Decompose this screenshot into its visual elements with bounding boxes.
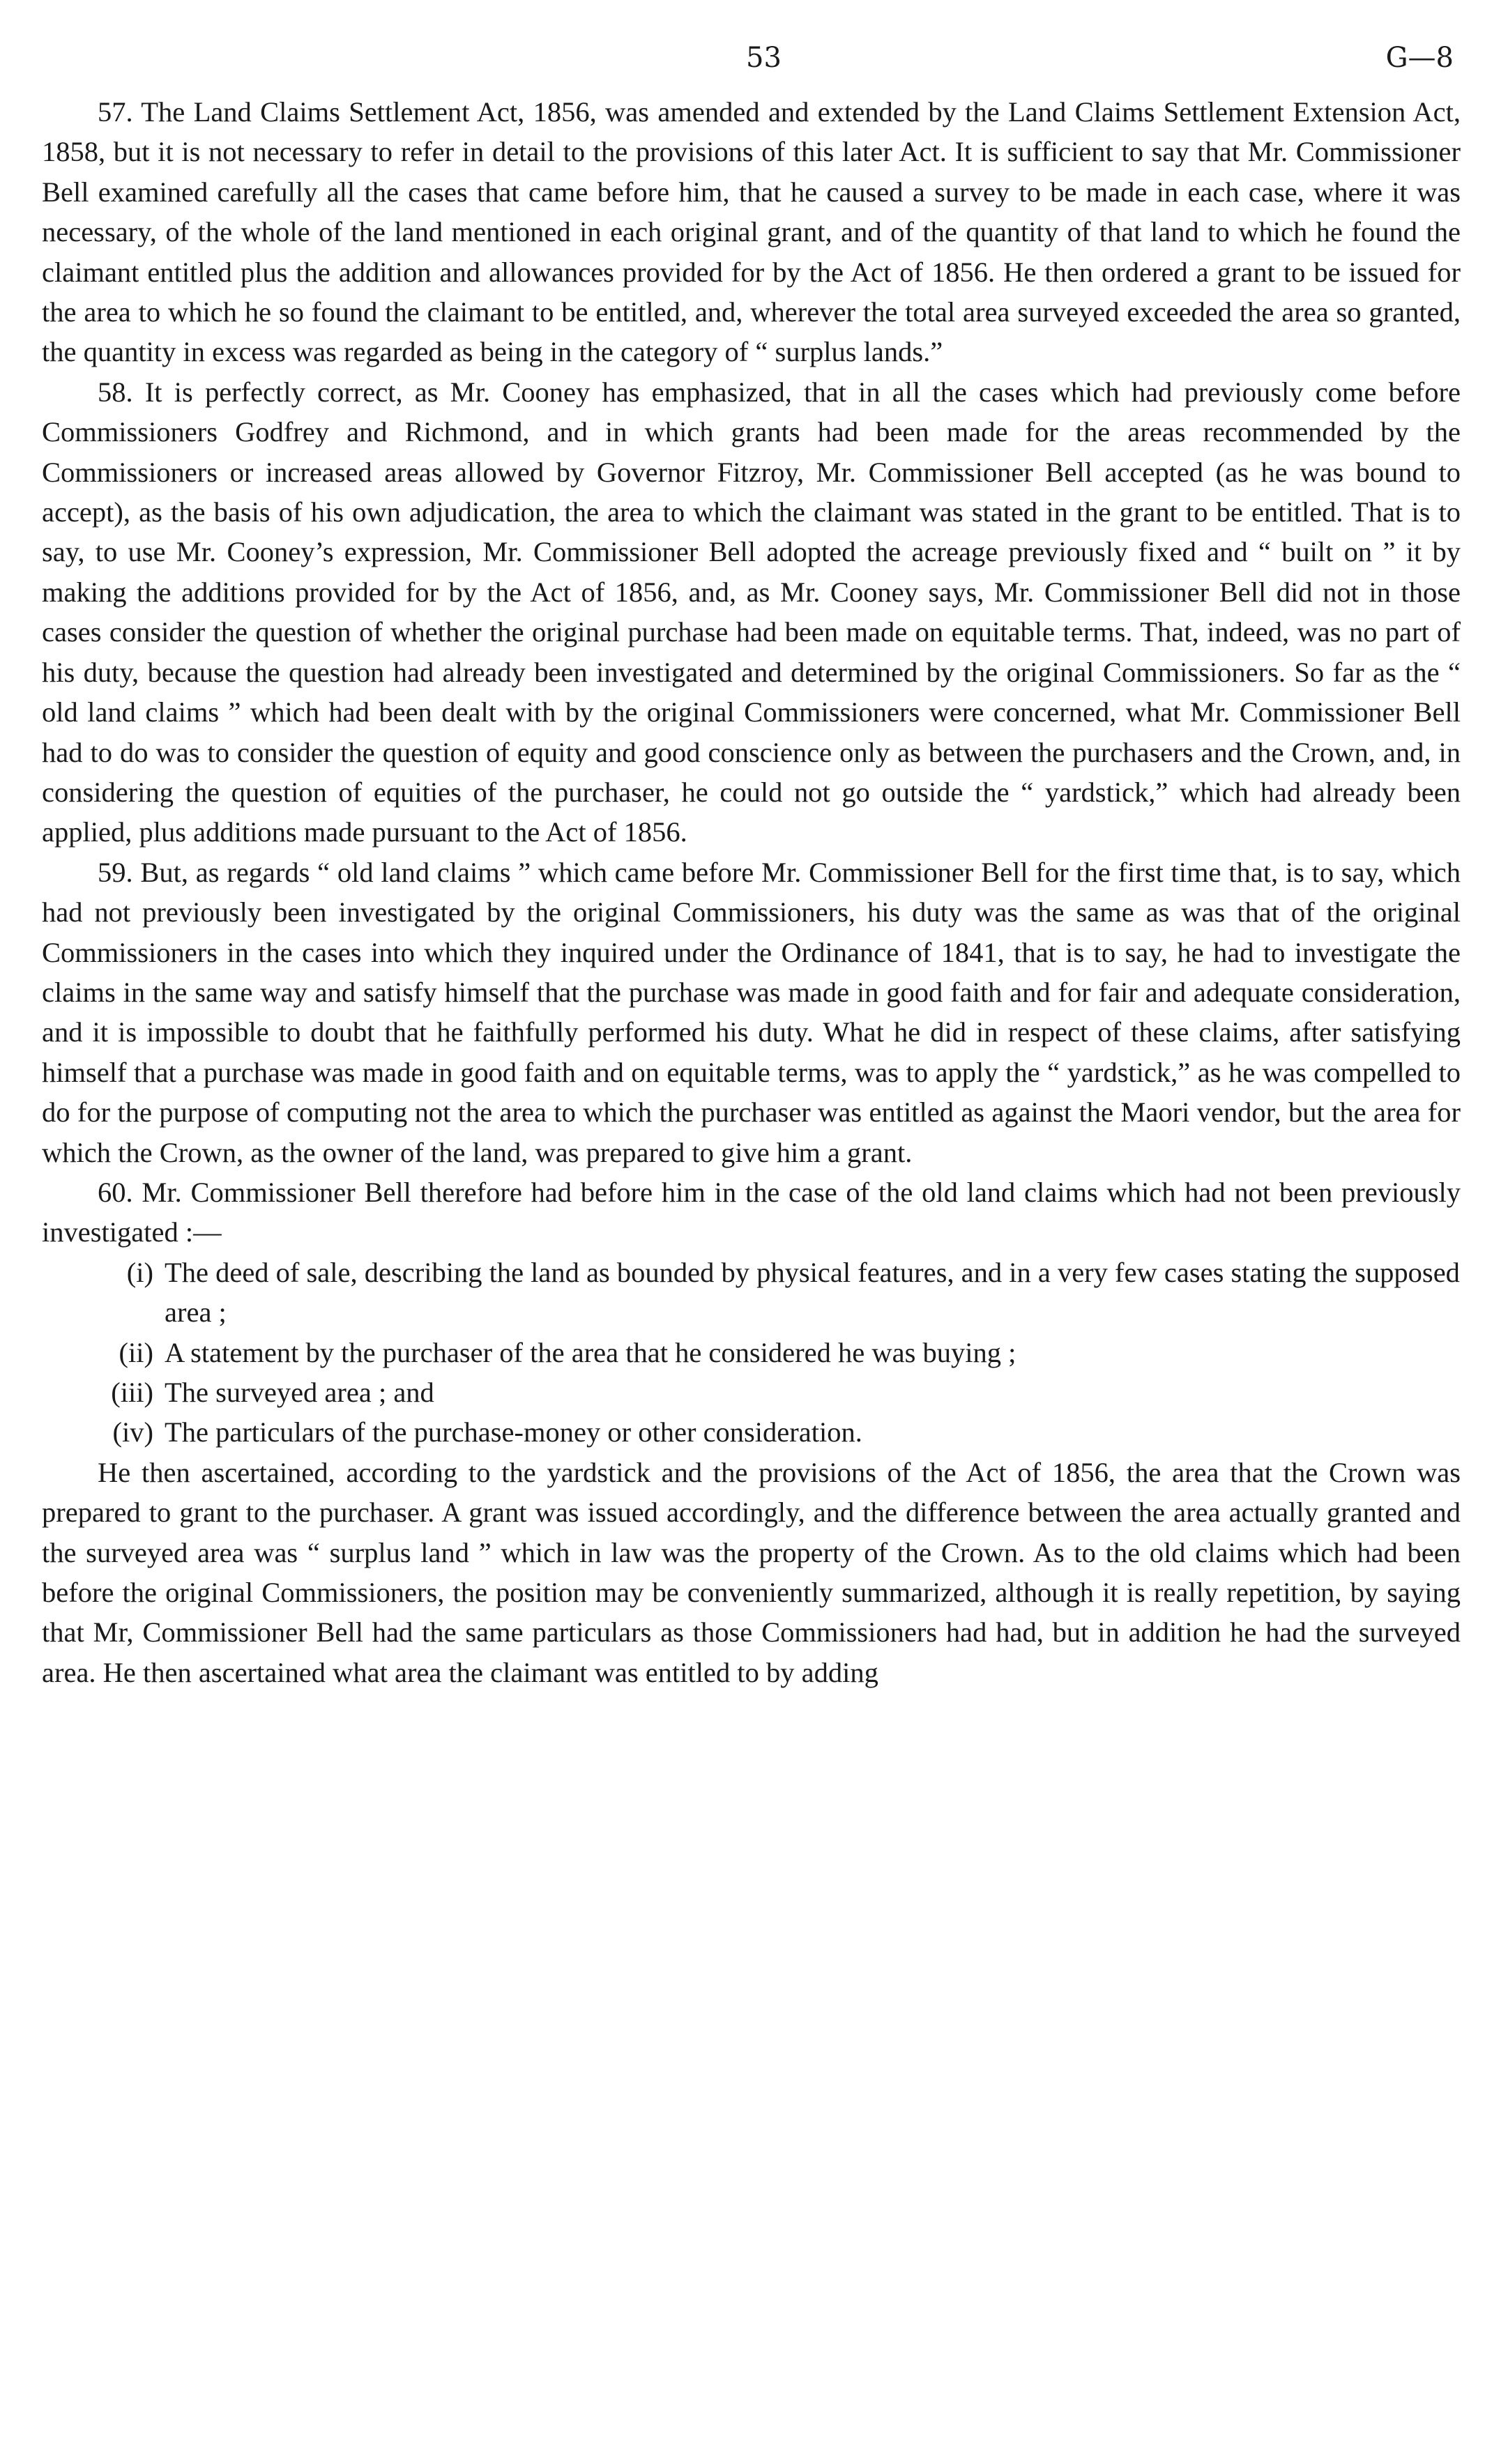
list-item-number: (iv) — [112, 1416, 153, 1448]
page-header — [42, 28, 1461, 84]
document-page — [42, 28, 1461, 2433]
list-item-text: The surveyed area ; and — [165, 1377, 434, 1408]
list-item — [42, 1253, 1461, 1333]
list-item-text: The deed of sale, describing the land as bounded by physical features, and in a very few cases stating the supposed area ; — [165, 1256, 1460, 1329]
body-text — [42, 92, 1461, 1692]
paragraph-58: 58. It is perfectly correct, as Mr. Cooney has emphasized, that in all the cases which had previously come before Commissioners Godfrey and Richmond, and in which grants had been made for the areas recommended by the Commissioners or increased areas allowed by Governor Fitzroy, Mr. Commissioner Bell accepted (as he was bound to accept), as the basis of his own adjudication, the area to which the claimant was stated in the grant to be entitled. That is to say, to use Mr. Cooney’s expression, Mr. Commissioner Bell adopted the acreage previously fixed and “ built on ” it by making the additions provided for by the Act of 1856, and, as Mr. Cooney says, Mr. Commissioner Bell did not in those cases consider the question of whether the original purchase had been made on equitable terms. That, indeed, was no part of his duty, because the question had already been investigated and determined by the original Commissioners. So far as the “ old land claims ” which had been dealt with by the original Commissioners were concerned, what Mr. Commissioner Bell had to do was to consider the question of equity and good conscience only as between the purchasers and the Crown, and, in considering the question of equities of the purchaser, he could not go outside the “ yardstick,” which had already been applied, plus additions made pursuant to the Act of 1856. — [42, 376, 1461, 848]
document-code: G—8 — [1385, 42, 1454, 74]
list-item-text: The particulars of the purchase-money or other consideration. — [165, 1416, 862, 1448]
list-item-number: (iii) — [111, 1377, 153, 1408]
list-item — [42, 1412, 1461, 1452]
particulars-list — [42, 1253, 1461, 1453]
list-item-number: (i) — [126, 1256, 153, 1288]
closing-paragraph: He then ascertained, according to the yardstick and the provisions of the Act of 1856, the area that the Crown was prepared to grant to the purchaser. A grant was issued accordingly, and the difference between the area actually granted and the surveyed area was “ surplus land ” which in law was the property of the Crown. As to the old claims which had been before the original Commissioners, the position may be conveniently summarized, although it is really repetition, by saying that Mr, Commissioner Bell had the same particulars as those Commissioners had had, but in addition he had the surveyed area. He then ascertained what area the claimant was entitled to by adding — [42, 1456, 1461, 1688]
list-item-number: (ii) — [119, 1336, 153, 1368]
list-item — [42, 1333, 1461, 1372]
paragraph-59: 59. But, as regards “ old land claims ” which came before Mr. Commissioner Bell for the first time that, is to say, which had not previously been investigated by the original Commissioners, his duty was the same as was that of the original Commissioners in the cases into which they inquired under the Ordinance of 1841, that is to say, he had to investigate the claims in the same way and satisfy himself that the purchase was made in good faith and for fair and adequate consideration, and it is impossible to doubt that he faithfully performed his duty. What he did in respect of these claims, after satisfying himself that a purchase was made in good faith and on equitable terms, was to apply the “ yardstick,” as he was compelled to do for the purpose of computing not the area to which the purchaser was entitled as against the Maori vendor, but the area for which the Crown, as the owner of the land, was prepared to give him a grant. — [42, 856, 1461, 1168]
paragraph-60: 60. Mr. Commissioner Bell therefore had before him in the case of the old land claims which had not been previously investigated :— — [42, 1176, 1461, 1248]
list-item-text: A statement by the purchaser of the area that he considered he was buying ; — [165, 1336, 1016, 1368]
page-number: 53 — [746, 42, 782, 74]
paragraph-57: 57. The Land Claims Settlement Act, 1856, was amended and extended by the Land Claims Settlement Extension Act, 1858, but it is not necessary to refer in detail to the provisions of this later Act. It is sufficient to say that Mr. Commissioner Bell examined carefully all the cases that came before him, that he caused a survey to be made in each case, where it was necessary, of the whole of the land mentioned in each original grant, and of the quantity of that land to which he found the claimant entitled plus the addition and allowances provided for by the Act of 1856. He then ordered a grant to be issued for the area to which he so found the claimant to be entitled, and, wherever the total area surveyed exceeded the area so granted, the quantity in excess was regarded as being in the category of “ surplus lands.” — [42, 96, 1461, 368]
list-item — [42, 1372, 1461, 1412]
